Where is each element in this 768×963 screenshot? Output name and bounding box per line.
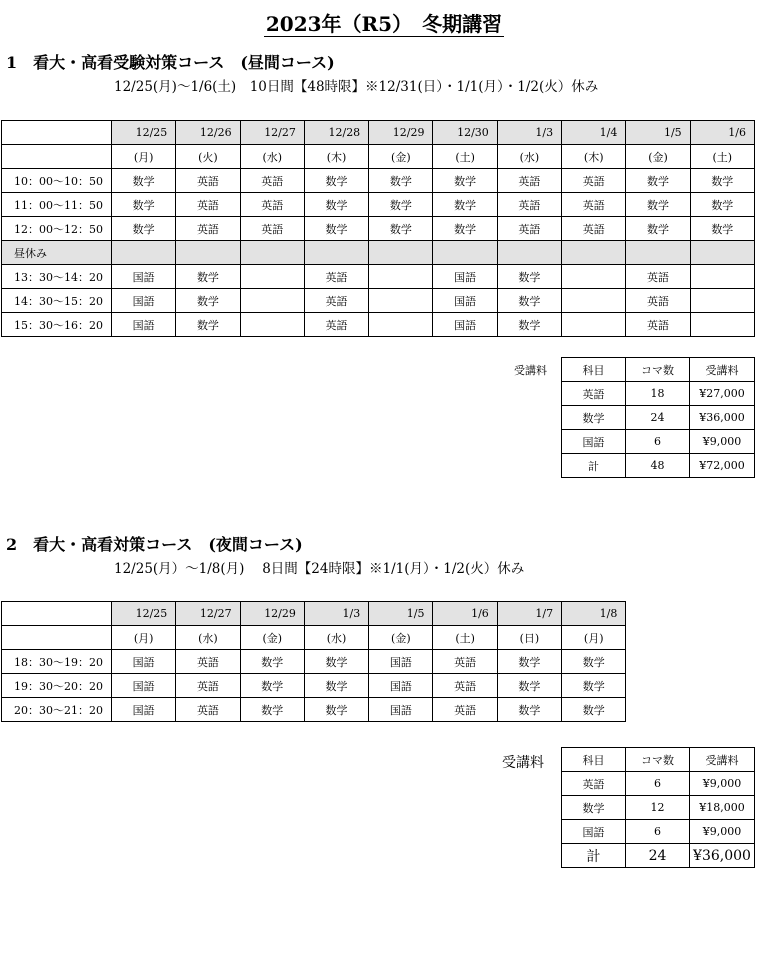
fee-header-cell: コマ数 bbox=[626, 748, 690, 772]
subject-cell: 国語 bbox=[112, 674, 176, 698]
date-header-cell: 1/7 bbox=[497, 602, 561, 626]
subject-cell: 英語 bbox=[562, 217, 626, 241]
weekday-cell: (火) bbox=[176, 145, 240, 169]
subject-cell: 数学 bbox=[497, 289, 561, 313]
subject-cell: 英語 bbox=[176, 698, 240, 722]
subject-cell bbox=[690, 241, 754, 265]
section-2-schedule-table bbox=[1, 601, 626, 722]
date-header-row bbox=[2, 602, 626, 626]
time-slot-cell: 昼休み bbox=[2, 241, 112, 265]
subject-cell bbox=[497, 241, 561, 265]
subject-cell: 数学 bbox=[690, 193, 754, 217]
date-header-cell: 12/25 bbox=[112, 602, 176, 626]
fee-row bbox=[562, 430, 755, 454]
subject-cell bbox=[240, 313, 304, 337]
time-slot-cell: 13：30〜14：20 bbox=[2, 265, 112, 289]
fee-header-row bbox=[562, 748, 755, 772]
subject-cell: 数学 bbox=[690, 217, 754, 241]
subject-cell: 英語 bbox=[176, 169, 240, 193]
weekday-row bbox=[2, 626, 626, 650]
fee-cell: 計 bbox=[562, 844, 626, 868]
fee-row bbox=[562, 772, 755, 796]
date-header-cell: 1/6 bbox=[433, 602, 497, 626]
section-2-fee-table bbox=[561, 747, 755, 868]
subject-cell: 英語 bbox=[176, 674, 240, 698]
time-slot-cell: 10：00〜10：50 bbox=[2, 169, 112, 193]
date-header-cell: 1/6 bbox=[690, 121, 754, 145]
subject-cell: 英語 bbox=[240, 217, 304, 241]
subject-cell: 数学 bbox=[562, 674, 626, 698]
weekday-cell: (金) bbox=[240, 626, 304, 650]
weekday-cell: (金) bbox=[369, 626, 433, 650]
subject-cell bbox=[562, 265, 626, 289]
fee-cell: ¥27,000 bbox=[690, 382, 755, 406]
fee-cell: 数学 bbox=[562, 796, 626, 820]
fee-cell: 数学 bbox=[562, 406, 626, 430]
subject-cell: 英語 bbox=[433, 674, 497, 698]
fee-cell: 24 bbox=[626, 406, 690, 430]
subject-cell: 英語 bbox=[497, 169, 561, 193]
fee-row bbox=[562, 820, 755, 844]
time-slot-cell: 20：30〜21：20 bbox=[2, 698, 112, 722]
subject-cell: 国語 bbox=[433, 265, 497, 289]
weekday-cell: (土) bbox=[433, 145, 497, 169]
date-header-cell: 1/3 bbox=[497, 121, 561, 145]
subject-cell bbox=[369, 265, 433, 289]
fee-cell: 英語 bbox=[562, 772, 626, 796]
fee-cell: 24 bbox=[626, 844, 690, 868]
subject-cell: 国語 bbox=[369, 698, 433, 722]
fee-cell: ¥36,000 bbox=[690, 844, 755, 868]
subject-cell bbox=[369, 289, 433, 313]
fee-row bbox=[562, 406, 755, 430]
subject-cell: 英語 bbox=[304, 265, 368, 289]
fee-cell: ¥72,000 bbox=[690, 454, 755, 478]
fee-cell: 6 bbox=[626, 772, 690, 796]
table-row bbox=[2, 193, 755, 217]
subject-cell: 数学 bbox=[112, 217, 176, 241]
weekday-cell: (月) bbox=[112, 145, 176, 169]
subject-cell: 数学 bbox=[304, 650, 368, 674]
subject-cell bbox=[176, 241, 240, 265]
fee-total-row bbox=[562, 454, 755, 478]
fee-cell: 6 bbox=[626, 430, 690, 454]
subject-cell: 国語 bbox=[433, 313, 497, 337]
subject-cell bbox=[369, 313, 433, 337]
section-2-subtitle: 12/25(月）〜1/8(月) 8日間【24時限】※1/1(月）・1/2(火）休み bbox=[114, 561, 525, 577]
subject-cell: 国語 bbox=[112, 265, 176, 289]
subject-cell bbox=[690, 313, 754, 337]
subject-cell: 数学 bbox=[497, 674, 561, 698]
subject-cell bbox=[369, 241, 433, 265]
date-header-cell: 12/27 bbox=[240, 121, 304, 145]
subject-cell bbox=[240, 241, 304, 265]
subject-cell bbox=[433, 241, 497, 265]
subject-cell: 英語 bbox=[433, 650, 497, 674]
fee-cell: 英語 bbox=[562, 382, 626, 406]
time-slot-cell: 15：30〜16：20 bbox=[2, 313, 112, 337]
subject-cell: 数学 bbox=[433, 169, 497, 193]
subject-cell: 英語 bbox=[176, 650, 240, 674]
subject-cell: 国語 bbox=[112, 650, 176, 674]
subject-cell: 数学 bbox=[562, 698, 626, 722]
fee-cell: 計 bbox=[562, 454, 626, 478]
subject-cell: 数学 bbox=[497, 698, 561, 722]
subject-cell: 数学 bbox=[112, 193, 176, 217]
subject-cell: 国語 bbox=[369, 674, 433, 698]
date-header-cell: 12/25 bbox=[112, 121, 176, 145]
subject-cell: 国語 bbox=[433, 289, 497, 313]
subject-cell: 英語 bbox=[497, 193, 561, 217]
corner-cell bbox=[2, 602, 112, 626]
subject-cell: 数学 bbox=[497, 265, 561, 289]
subject-cell: 英語 bbox=[626, 313, 690, 337]
table-row bbox=[2, 289, 755, 313]
section-1-fee-label: 受講料 bbox=[514, 364, 547, 377]
fee-cell: 48 bbox=[626, 454, 690, 478]
subject-cell: 英語 bbox=[562, 193, 626, 217]
weekday-cell: (日) bbox=[497, 626, 561, 650]
time-slot-cell: 18：30〜19：20 bbox=[2, 650, 112, 674]
time-slot-cell: 11：00〜11：50 bbox=[2, 193, 112, 217]
subject-cell: 数学 bbox=[690, 169, 754, 193]
subject-cell: 数学 bbox=[433, 193, 497, 217]
subject-cell: 国語 bbox=[112, 313, 176, 337]
subject-cell: 英語 bbox=[626, 265, 690, 289]
fee-cell: 12 bbox=[626, 796, 690, 820]
fee-cell: ¥9,000 bbox=[690, 430, 755, 454]
subject-cell: 数学 bbox=[369, 193, 433, 217]
time-slot-cell: 14：30〜15：20 bbox=[2, 289, 112, 313]
subject-cell: 英語 bbox=[433, 698, 497, 722]
table-row bbox=[2, 674, 626, 698]
weekday-cell: (月) bbox=[562, 626, 626, 650]
time-slot-cell: 12：00〜12：50 bbox=[2, 217, 112, 241]
date-header-row bbox=[2, 121, 755, 145]
weekday-cell: (水) bbox=[304, 626, 368, 650]
subject-cell bbox=[562, 289, 626, 313]
fee-cell: 国語 bbox=[562, 820, 626, 844]
subject-cell: 数学 bbox=[433, 217, 497, 241]
subject-cell: 数学 bbox=[240, 698, 304, 722]
fee-header-cell: 科目 bbox=[562, 358, 626, 382]
subject-cell: 数学 bbox=[626, 169, 690, 193]
subject-cell bbox=[240, 265, 304, 289]
date-header-cell: 1/5 bbox=[369, 602, 433, 626]
fee-cell: ¥36,000 bbox=[690, 406, 755, 430]
subject-cell: 数学 bbox=[176, 265, 240, 289]
fee-cell: 国語 bbox=[562, 430, 626, 454]
subject-cell: 数学 bbox=[497, 650, 561, 674]
corner-cell bbox=[2, 121, 112, 145]
table-row bbox=[2, 650, 626, 674]
subject-cell bbox=[304, 241, 368, 265]
fee-cell: ¥9,000 bbox=[690, 820, 755, 844]
table-row bbox=[2, 698, 626, 722]
subject-cell: 英語 bbox=[176, 193, 240, 217]
date-header-cell: 1/4 bbox=[562, 121, 626, 145]
fee-header-cell: 科目 bbox=[562, 748, 626, 772]
subject-cell: 数学 bbox=[626, 193, 690, 217]
subject-cell: 数学 bbox=[626, 217, 690, 241]
subject-cell: 英語 bbox=[240, 193, 304, 217]
fee-row bbox=[562, 796, 755, 820]
fee-cell: ¥9,000 bbox=[690, 772, 755, 796]
fee-header-cell: 受講料 bbox=[690, 748, 755, 772]
weekday-cell: (月) bbox=[112, 626, 176, 650]
subject-cell bbox=[562, 313, 626, 337]
subject-cell: 数学 bbox=[240, 674, 304, 698]
subject-cell bbox=[690, 265, 754, 289]
fee-cell: ¥18,000 bbox=[690, 796, 755, 820]
subject-cell: 数学 bbox=[304, 217, 368, 241]
subject-cell: 数学 bbox=[304, 674, 368, 698]
weekday-cell: (金) bbox=[626, 145, 690, 169]
date-header-cell: 12/29 bbox=[240, 602, 304, 626]
date-header-cell: 12/28 bbox=[304, 121, 368, 145]
table-row bbox=[2, 169, 755, 193]
subject-cell bbox=[626, 241, 690, 265]
fee-header-cell: コマ数 bbox=[626, 358, 690, 382]
fee-cell: 6 bbox=[626, 820, 690, 844]
subject-cell: 英語 bbox=[626, 289, 690, 313]
section-1-heading: 1 看大・高看受験対策コース (昼間コース) bbox=[6, 53, 335, 72]
subject-cell: 英語 bbox=[562, 169, 626, 193]
weekday-cell: (金) bbox=[369, 145, 433, 169]
subject-cell: 数学 bbox=[369, 169, 433, 193]
subject-cell: 数学 bbox=[304, 193, 368, 217]
subject-cell: 数学 bbox=[176, 313, 240, 337]
section-1-subtitle: 12/25(月)〜1/6(土) 10日間【48時限】※12/31(日）・1/1(月）・1/2(火）休み bbox=[114, 79, 599, 95]
date-header-cell: 12/29 bbox=[369, 121, 433, 145]
date-header-cell: 1/8 bbox=[562, 602, 626, 626]
subject-cell bbox=[240, 289, 304, 313]
subject-cell: 英語 bbox=[304, 289, 368, 313]
weekday-cell: (木) bbox=[562, 145, 626, 169]
subject-cell: 数学 bbox=[497, 313, 561, 337]
date-header-cell: 12/26 bbox=[176, 121, 240, 145]
fee-row bbox=[562, 382, 755, 406]
table-row bbox=[2, 217, 755, 241]
date-header-cell: 12/30 bbox=[433, 121, 497, 145]
section-1-fee-table bbox=[561, 357, 755, 478]
subject-cell: 数学 bbox=[369, 217, 433, 241]
subject-cell bbox=[112, 241, 176, 265]
subject-cell: 英語 bbox=[304, 313, 368, 337]
weekday-cell: (土) bbox=[433, 626, 497, 650]
fee-header-row bbox=[562, 358, 755, 382]
table-row bbox=[2, 265, 755, 289]
date-header-cell: 1/5 bbox=[626, 121, 690, 145]
subject-cell: 数学 bbox=[240, 650, 304, 674]
page-title: 2023年（R5） 冬期講習 bbox=[265, 12, 503, 36]
section-2-fee-label: 受講料 bbox=[502, 755, 544, 771]
fee-header-cell: 受講料 bbox=[690, 358, 755, 382]
section-2-heading: 2 看大・高看対策コース (夜間コース) bbox=[6, 535, 303, 554]
subject-cell: 数学 bbox=[304, 169, 368, 193]
subject-cell: 国語 bbox=[112, 698, 176, 722]
lunch-break-row bbox=[2, 241, 755, 265]
subject-cell: 数学 bbox=[562, 650, 626, 674]
date-header-cell: 1/3 bbox=[304, 602, 368, 626]
fee-cell: 18 bbox=[626, 382, 690, 406]
subject-cell bbox=[562, 241, 626, 265]
subject-cell: 数学 bbox=[176, 289, 240, 313]
subject-cell: 国語 bbox=[369, 650, 433, 674]
subject-cell: 国語 bbox=[112, 289, 176, 313]
section-1-schedule-table bbox=[1, 120, 755, 337]
subject-cell: 英語 bbox=[240, 169, 304, 193]
subject-cell: 英語 bbox=[497, 217, 561, 241]
weekday-cell: (土) bbox=[690, 145, 754, 169]
subject-cell: 数学 bbox=[112, 169, 176, 193]
weekday-cell: (木) bbox=[304, 145, 368, 169]
subject-cell: 英語 bbox=[176, 217, 240, 241]
corner-cell bbox=[2, 626, 112, 650]
subject-cell: 数学 bbox=[304, 698, 368, 722]
date-header-cell: 12/27 bbox=[176, 602, 240, 626]
subject-cell bbox=[690, 289, 754, 313]
weekday-cell: (水) bbox=[240, 145, 304, 169]
table-row bbox=[2, 313, 755, 337]
weekday-cell: (水) bbox=[497, 145, 561, 169]
fee-total-row bbox=[562, 844, 755, 868]
time-slot-cell: 19：30〜20：20 bbox=[2, 674, 112, 698]
weekday-row bbox=[2, 145, 755, 169]
weekday-cell: (水) bbox=[176, 626, 240, 650]
corner-cell bbox=[2, 145, 112, 169]
